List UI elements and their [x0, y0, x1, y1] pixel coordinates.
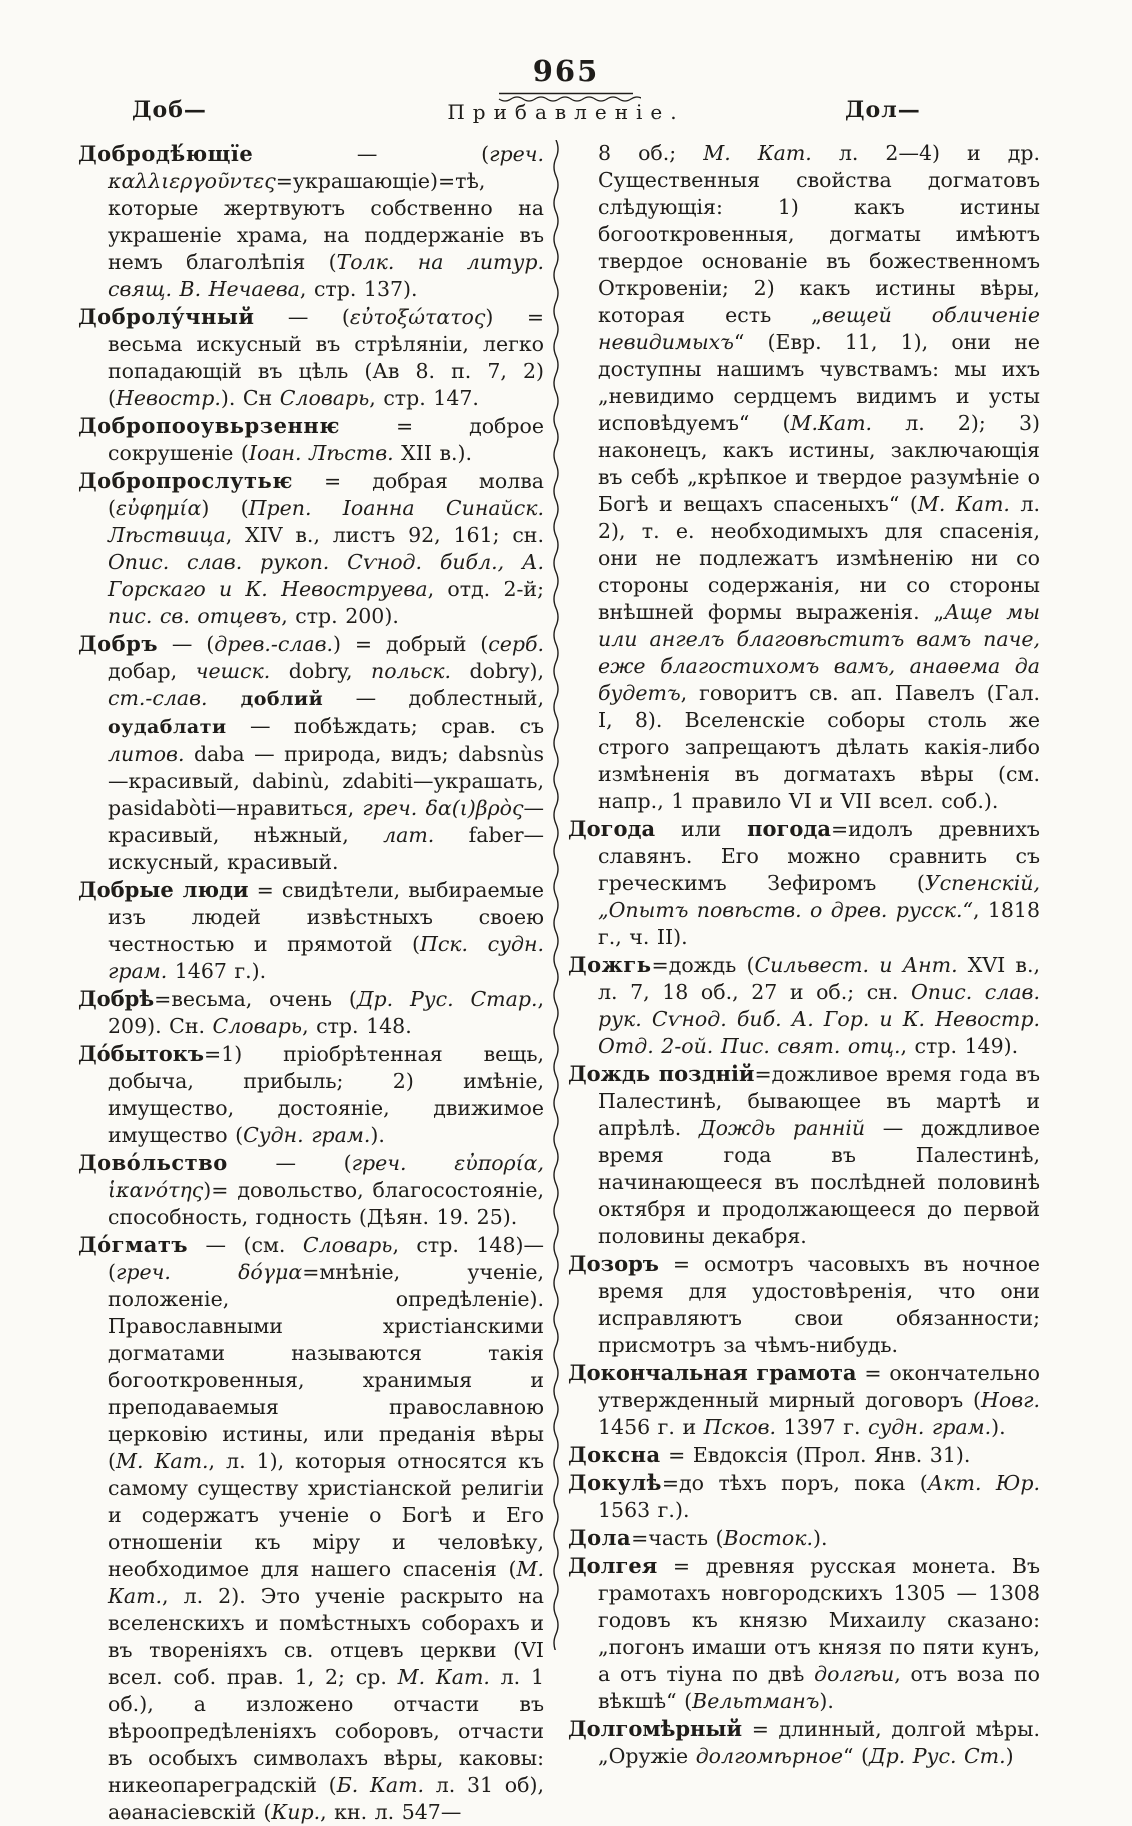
entry-text: Іоан. Лѣств.: [248, 441, 394, 465]
entry-text: греч.: [116, 1260, 171, 1284]
entry-text: “ (Евр. 11, 1), они не доступны нашимъ чувствамъ: мы ихъ „невидимо сердцемъ видимъ и усты исповѣдуемъ“ (: [598, 330, 1040, 435]
entry-text: , говоритъ св. ап. Павелъ (Гал. I, 8). Вселенскіе соборы столь же строго запрещаютъ дѣлать какія-либо измѣненія въ догматахъ вѣры (см. напр., 1 правило VI и VII всел. соб.).: [598, 681, 1040, 813]
entry-text: Опис. слав. рук. Сѵнод. биб. А. Гор. и К. Невостр. Отд. 2-ой. Пис. свят. отц.: [598, 980, 1040, 1058]
entry-text: — (см.: [188, 1233, 303, 1257]
dictionary-entry: [78, 1040, 544, 1149]
entry-text: εὐπορία, ἱκανότης: [108, 1151, 545, 1202]
entry-text: доблий: [207, 688, 324, 710]
entry-text: Толк. на литур. свящ. В. Нечаева: [108, 250, 544, 301]
entry-text: добар,: [108, 659, 196, 683]
entry-text: Невостр.: [116, 386, 221, 410]
entry-text: — (: [253, 142, 490, 166]
entry-text: л. 2); 3) наконецъ, какъ истины, заключающія въ себѣ „крѣпкое и твердое разумѣніе о Богѣ и вещахъ спасеныхъ“ (: [598, 411, 1040, 516]
entry-text: ).: [812, 1526, 828, 1550]
headword: Дожгь: [568, 952, 652, 977]
entry-text: Др. Рус. Ст.: [868, 1744, 1006, 1768]
section-title: Прибавленіе.: [447, 100, 685, 124]
entry-text: ): [1005, 1744, 1014, 1768]
entry-text: ). Сн: [220, 386, 280, 410]
entry-text: ).: [370, 1123, 385, 1147]
dictionary-entry: [568, 1441, 1040, 1469]
dictionary-entry: [78, 985, 544, 1040]
entry-text: “ (: [842, 1744, 869, 1768]
entry-text: л. 1 об.), а изложено отчасти въ вѣроопредѣленіяхъ соборовъ, отчасти въ особыхъ символахъ вѣры, каковы: никеопареградскій (: [108, 1665, 544, 1797]
entry-text: =дожливое время года въ Палестинѣ, бывающее въ мартѣ и апрѣлѣ.: [598, 1062, 1040, 1140]
dictionary-entry: [78, 630, 544, 876]
entry-text: ) (: [201, 496, 249, 520]
entry-text: = древняя русская монета. Въ грамотахъ новгородскихъ 1305 — 1308 годовъ къ князю Михаилу сказано: „погонъ имаши отъ князя по пяти кунъ, а отъ тіуна по двѣ: [598, 1554, 1041, 1686]
entry-text: М. Кат.: [108, 1557, 544, 1608]
page-number: 965: [532, 54, 600, 88]
running-head-left: Доб—: [132, 97, 207, 123]
entry-text: , стр. 148.: [302, 1014, 412, 1038]
entry-text: = свидѣтели, выбираемые изъ людей извѣстныхъ своею честностью и прямотой (: [108, 878, 544, 956]
entry-text: Дождь ранній: [698, 1116, 866, 1140]
entry-text: Судн. грам.: [243, 1123, 371, 1147]
entry-text: Аще мы или ангелъ благовѣститъ вамъ паче, еже благостихомъ вамъ, анаѳема да будетъ: [598, 600, 1041, 705]
right-column: [568, 140, 1040, 1826]
entry-text: судн. грам.: [868, 1415, 992, 1439]
entry-text: dobry),: [451, 659, 545, 683]
entry-text: faber—искусный, красивый.: [108, 823, 544, 874]
entry-text: , XIV в., листъ 92, 161; сн.: [225, 523, 544, 547]
entry-text: — (: [254, 305, 350, 329]
entry-text: =дождь (: [651, 953, 755, 977]
dictionary-entry: [78, 1149, 544, 1231]
headword: Доксна: [568, 1442, 661, 1467]
entry-text: ст.-слав.: [108, 686, 208, 710]
headword: Дово́льство: [78, 1150, 228, 1175]
entry-text: М.Кат.: [790, 411, 873, 435]
entry-text: древ.-слав.: [214, 632, 334, 656]
entry-text: долгѣи: [814, 1662, 895, 1686]
entry-text: л. 2), т. е. необходимыхъ для спасенія, они не подлежатъ измѣненію ни со стороны содержанія, ни со стороны внѣшней формы выраженія. „: [598, 492, 1040, 624]
entry-text: литов.: [108, 742, 185, 766]
entry-text: Вельтманъ: [692, 1689, 820, 1713]
entry-text: Опис. слав. рукоп. Сѵнод. библ., А. Горскаго и К. Невоструева: [108, 550, 544, 601]
entry-text: = добрая молва (: [108, 469, 544, 520]
headword: Докончальная грамота: [568, 1360, 857, 1385]
headword: Добрые люди: [78, 877, 249, 902]
entry-text: Новг.: [980, 1388, 1040, 1412]
dictionary-entry: [568, 1524, 1040, 1552]
entry-text: Псков.: [703, 1415, 777, 1439]
entry-text: — доблестный,: [323, 686, 544, 710]
headword: Долгея: [568, 1553, 658, 1578]
entry-text: =1) пріобрѣтенная вещь, добыча, прибыль; 2) имѣніе, имущество, достояніе, движимое имущество (: [108, 1042, 544, 1147]
dictionary-entry: [568, 1552, 1040, 1715]
left-column: [78, 140, 544, 1826]
headword: Добролу́чный: [78, 304, 255, 329]
headword: До́гматъ: [78, 1232, 189, 1257]
entry-text: серб.: [488, 632, 544, 656]
entry-text: δα(ι)βρὸς: [417, 796, 524, 820]
entry-text: М. Кат.: [116, 1449, 209, 1473]
entry-text: , стр. 149).: [900, 1034, 1019, 1058]
dictionary-entry: [78, 1231, 544, 1826]
entry-text: , л. 1), которыя относятся къ самому существу христіанской религіи и содержатъ ученіе о Богѣ и Его отношеніи къ міру и человѣку, необходимое для нашего спасенія (: [108, 1449, 544, 1581]
entry-text: польск.: [371, 659, 452, 683]
entry-text: XII в.).: [393, 441, 473, 465]
entry-text: =часть (: [631, 1526, 724, 1550]
entry-text: , 1818 г., ч. II).: [598, 898, 1040, 949]
entry-text: , л. 2). Это ученіе раскрыто на вселенскихъ и помѣстныхъ соборахъ и въ твореніяхъ св. отцевъ церкви (VI всел. соб. прав. 1, 2; ср.: [108, 1584, 544, 1689]
entry-text: Восток.: [723, 1526, 813, 1550]
entry-text: Пск. судн. грам.: [108, 932, 544, 983]
entry-text: εὐφημία: [116, 496, 202, 520]
entry-text: = окончательно утвержденный мирный договоръ (: [598, 1361, 1041, 1412]
entry-text: 8 об.;: [598, 141, 704, 165]
entry-text: Кир.: [271, 1800, 321, 1824]
entry-text: —красивый, нѣжный,: [108, 796, 545, 847]
entry-text: М. Кат.: [703, 141, 812, 165]
entry-text: Преп. Іоанна Синайск. Лѣствица: [108, 496, 544, 547]
entry-text: ) = весьма искусный въ стрѣляніи, легко попадающій въ цѣль (Ав 8. п. 7, 2) (: [108, 305, 544, 410]
entry-text: долгомѣрное: [695, 1744, 843, 1768]
headword: Добропрослутьѥ: [78, 468, 293, 493]
entry-text: чешск.: [195, 659, 271, 683]
entry-text: Словарь: [279, 386, 370, 410]
dictionary-entry: [78, 412, 544, 467]
entry-text: =весьма, очень (: [154, 987, 357, 1011]
headword: Добропооувьрзеннѥ: [78, 413, 340, 438]
entry-text: )= довольство, благосостояніе, способность, годность (Дѣян. 19. 25).: [108, 1178, 544, 1229]
entry-text: , 209). Сн.: [108, 987, 544, 1038]
entry-text: Сильвест. и Ант.: [754, 953, 958, 977]
dictionary-entry: [568, 1250, 1040, 1359]
entry-text: ) = добрый (: [333, 632, 489, 656]
entry-text: =до тѣхъ поръ, пока (: [661, 1471, 928, 1495]
running-head-right: Дол—: [845, 97, 921, 123]
entry-text: греч.: [489, 142, 544, 166]
entry-text: оудаблати: [108, 716, 227, 738]
entry-text: =украшающіе)=тѣ, которые жертвуютъ собственно на украшеніе храма, на поддержаніе въ немъ благолѣпія (: [108, 169, 544, 274]
entry-text: Словарь: [212, 1014, 303, 1038]
entry-text: dobry,: [270, 659, 372, 683]
headword: Дозоръ: [568, 1251, 659, 1276]
headword: Дола: [568, 1525, 632, 1550]
dictionary-entry: [568, 1469, 1040, 1524]
entry-text: Акт. Юр.: [927, 1471, 1040, 1495]
dictionary-entry: [568, 815, 1040, 951]
entry-text: л. 31 об), аѳанасіевскій (: [108, 1773, 544, 1824]
entry-text: М. Кат.: [397, 1665, 490, 1689]
entry-text: , стр. 200).: [281, 604, 399, 628]
dictionary-entry: [568, 1060, 1040, 1250]
entry-text: = осмотръ часовыхъ въ ночное время для удостовѣренія, что они исправляютъ свои обязанности; присмотръ за чѣмъ-нибудь.: [598, 1252, 1040, 1357]
entry-text: — (: [157, 632, 215, 656]
entry-text: , отъ воза по вѣкшѣ“ (: [598, 1662, 1041, 1713]
entry-text: εὐτοξώτατος: [349, 305, 486, 329]
entry-text: ).: [991, 1415, 1006, 1439]
entry-text: 1563 г.).: [598, 1498, 690, 1522]
entry-text: , стр. 137).: [299, 277, 418, 301]
entry-text: καλλιεργοῦντες: [108, 169, 276, 193]
entry-text: ).: [819, 1689, 834, 1713]
entry-text: daba — природа, видъ; dabsnùs—красивый, dabinù, zdabiti—украшать, pasidabòti—нравиться,: [108, 742, 544, 820]
entry-text: вещей обличеніе невидимыхъ: [598, 303, 1040, 354]
entry-text: XVI в., л. 7, 18 об., 27 и об.; сн.: [598, 953, 1040, 1004]
dictionary-entry: [568, 1359, 1040, 1441]
entry-text: Др. Рус. Стар.: [356, 987, 538, 1011]
entry-text: — побѣждать; срав. съ: [226, 714, 544, 738]
headword: Добрѣ: [78, 986, 155, 1011]
headword: До́бытокъ: [78, 1041, 205, 1066]
headword: Добръ: [78, 631, 158, 656]
entry-text: 1397 г.: [776, 1415, 869, 1439]
entry-text: 1467 г.).: [167, 959, 267, 983]
dictionary-entry: [568, 1715, 1040, 1770]
entry-text: — дождливое время года въ Палестинѣ, начинающееся въ послѣдней половинѣ октября и продолжающееся до первой половины декабря.: [598, 1116, 1040, 1248]
entry-text: греч.: [351, 1151, 407, 1175]
entry-text: = доброе сокрушеніе (: [108, 414, 544, 465]
dictionary-entry: [78, 467, 544, 630]
headword: погода: [747, 816, 831, 841]
headword: Дождь поздній: [568, 1061, 755, 1086]
dictionary-entry: [78, 140, 544, 303]
headword: Догода: [568, 816, 656, 841]
entry-text: =идолъ древнихъ славянъ. Его можно сравнить съ греческимъ Зефиромъ (: [598, 817, 1040, 895]
entry-text: лат.: [383, 823, 435, 847]
entry-text: — (: [227, 1151, 352, 1175]
dictionary-entry: [78, 876, 544, 985]
entry-continuation: [568, 140, 1040, 815]
dictionary-entry: [78, 303, 544, 412]
entry-text: или: [655, 817, 748, 841]
dictionary-entry: [568, 951, 1040, 1060]
column-divider-line: [549, 140, 563, 1650]
entry-text: Успенскій, „Опытъ повѣств. о древ. русск.“: [598, 871, 1040, 922]
entry-text: пис. св. отцевъ: [108, 604, 282, 628]
entry-text: Б. Кат.: [336, 1773, 425, 1797]
entry-text: , отд. 2-й;: [427, 577, 544, 601]
entry-text: Словарь: [302, 1233, 393, 1257]
headword: Добродѣ́ющїе: [78, 141, 254, 166]
entry-text: греч.: [362, 796, 418, 820]
entry-text: М. Кат.: [917, 492, 1010, 516]
headword: Долгомѣрный: [568, 1716, 743, 1741]
entry-text: 1456 г. и: [598, 1415, 704, 1439]
entry-text: δόγμα: [170, 1260, 303, 1284]
headword: Докулѣ: [568, 1470, 662, 1495]
entry-text: , стр. 147.: [369, 386, 479, 410]
entry-text: = Евдоксія (Прол. Янв. 31).: [660, 1443, 971, 1467]
entry-text: , стр. 148)— (: [108, 1233, 544, 1284]
entry-text: л. 2—4) и др. Существенныя свойства догматовъ слѣдующія: 1) какъ истины богооткровенныя, догматы имѣютъ твердое основаніе въ божественномъ Откровеніи; 2) какъ истины вѣры, которая есть „: [598, 141, 1040, 327]
entry-text: , кн. л. 547—: [320, 1800, 462, 1824]
entry-text: = длинный, долгой мѣры. „Оружіе: [598, 1717, 1040, 1768]
entry-text: =мнѣніе, ученіе, положеніе, опредѣленіе). Православными христіанскими догматами называются такія богооткровенныя, хранимыя и преподаваемыя православною церковію истины, или преданія вѣры (: [108, 1260, 544, 1473]
